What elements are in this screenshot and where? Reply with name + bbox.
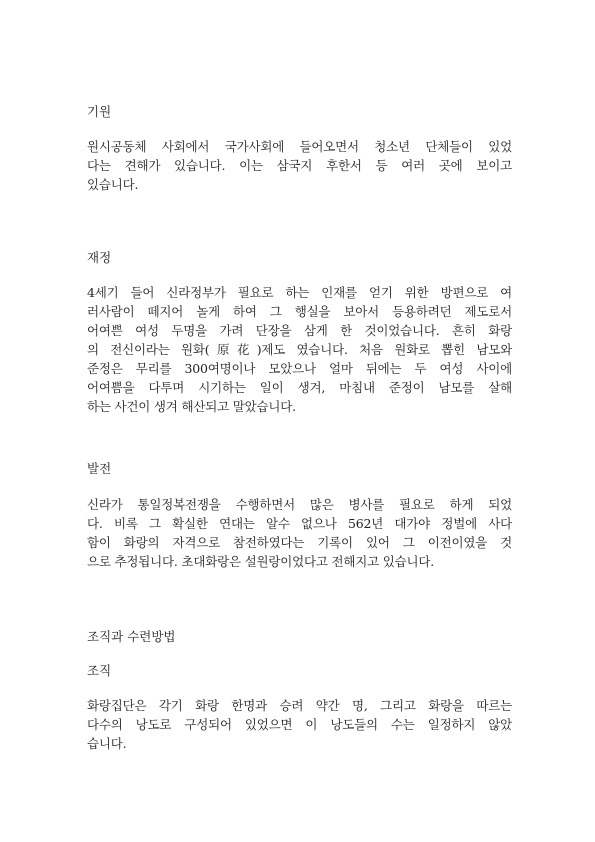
paragraph-line: 신라가 통일정복전쟁을 수행하면서 많은 병사를 필요로 하게 되었 xyxy=(87,497,512,512)
paragraph-line: 함이 화랑의 자격으로 참전하였다는 기록이 있어 그 이전이였을 것 xyxy=(87,535,512,550)
paragraph-line: 4세기 들어 신라정부가 필요로 하는 인재를 얻기 위한 방편으로 여 xyxy=(87,285,512,300)
paragraph-reorganization xyxy=(87,283,512,416)
paragraph-line: 있습니다. xyxy=(87,177,139,192)
paragraph-line: 으로 추정됩니다. 초대화랑은 설원랑이었다고 전해지고 있습니다. xyxy=(87,554,435,569)
paragraph-line: 준정은 무리를 300여명이나 모았으나 얼마 뒤에는 두 여성 사이에 xyxy=(87,361,512,376)
section-heading-origin: 기원 xyxy=(87,104,112,119)
paragraph-line: 다. 비록 그 확실한 연대는 알수 없으나 562년 대가야 정벌에 사다 xyxy=(87,516,512,531)
paragraph-line: 어여쁜 여성 두명을 가려 단장을 삼게 한 것이었습니다. 흔히 화랑 xyxy=(87,323,512,338)
section-heading-organization-training: 조직과 수련방법 xyxy=(87,629,176,644)
subsection-heading-organization: 조직 xyxy=(87,663,112,678)
paragraph-line: 화랑집단은 각기 화랑 한명과 승려 약간 명, 그리고 화랑을 따르는 xyxy=(87,698,512,713)
paragraph-line: 어여쁨을 다투며 시기하는 일이 생겨, 마침내 준정이 남모를 살해 xyxy=(87,380,512,395)
paragraph-line: 습니다. xyxy=(87,736,127,751)
section-heading-development: 발전 xyxy=(87,461,112,476)
paragraph-development xyxy=(87,495,512,571)
paragraph-origin xyxy=(87,137,512,194)
paragraph-line: 다는 견해가 있습니다. 이는 삼국지 후한서 등 여러 곳에 보이고 xyxy=(87,158,512,173)
paragraph-line: 의 전신이라는 원화(原花)제도 였습니다. 처음 원화로 뽑힌 남모와 xyxy=(87,342,512,357)
paragraph-line: 러사람이 떼지어 놀게 하여 그 행실을 보아서 등용하려던 제도로서 xyxy=(87,304,512,319)
paragraph-line: 하는 사건이 생겨 해산되고 말았습니다. xyxy=(87,399,296,414)
paragraph-organization xyxy=(87,696,512,753)
paragraph-line: 원시공동체 사회에서 국가사회에 들어오면서 청소년 단체들이 있었 xyxy=(87,139,512,154)
paragraph-line: 다수의 낭도로 구성되어 있었으면 이 낭도들의 수는 일정하지 않았 xyxy=(87,717,512,732)
section-heading-reorganization: 재정 xyxy=(87,250,112,265)
